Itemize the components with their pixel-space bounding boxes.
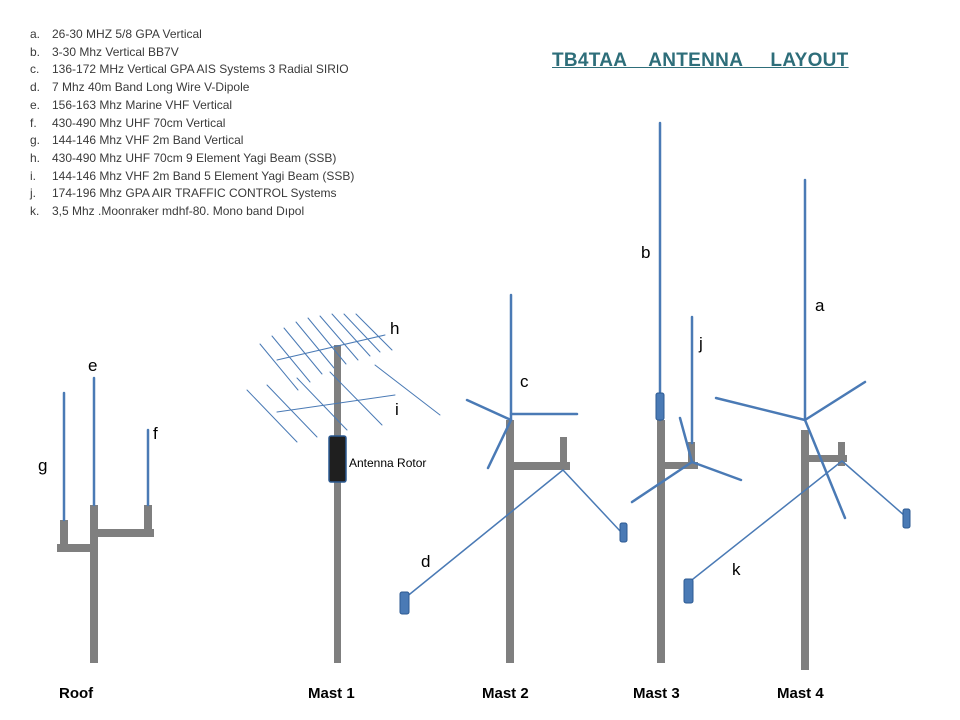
antenna-a-radial [805,420,845,518]
legend-text: 7 Mhz 40m Band Long Wire V-Dipole [52,80,250,95]
legend-text: 430-490 Mhz UHF 70cm Vertical [52,115,226,130]
mast-2-pole [506,420,514,663]
antenna-rotor [329,436,346,482]
label-c: c [520,372,529,391]
yagi-i [247,365,440,442]
antenna-j-radial [692,462,741,480]
antenna-k-wire [688,461,842,583]
label-f: f [153,424,158,443]
insulator-k-right [903,509,910,528]
mast-2-stub [560,437,567,465]
page-title: TB4TAA ANTENNA LAYOUT [552,50,849,71]
legend-text: 3,5 Mhz .Moonraker mdhf-80. Mono band Dıpol [52,204,305,219]
mast-label-3: Mast 3 [633,685,680,702]
roof-stub-g [60,520,68,548]
antenna-labels [38,243,825,579]
legend-key: a. [30,27,41,41]
legend-key: g. [30,133,41,148]
label-i: i [395,400,399,419]
legend-text: 3-30 Mhz Vertical BB7V [52,44,179,59]
rotor-label: Antenna Rotor [349,456,427,470]
antennas [64,123,905,598]
yagi-h [260,314,392,390]
antenna-d-wire [563,470,621,532]
legend-key: h. [30,150,41,165]
label-d: d [421,552,431,571]
mast-3-pole [657,420,665,663]
insulator-d-right [620,523,627,542]
legend-text: 144-146 Mhz VHF 2m Band 5 Element Yagi Beam (SSB) [52,168,355,183]
mast-labels [59,685,824,702]
legend-key: k. [30,204,40,219]
label-e: e [88,356,98,375]
mast-label-1: Mast 1 [308,685,355,702]
label-g: g [38,456,48,475]
mast-label-2: Mast 2 [482,685,529,702]
legend-text: 430-490 Mhz UHF 70cm 9 Element Yagi Beam (SSB) [52,150,337,165]
label-k: k [732,560,741,579]
legend-text: 144-146 Mhz VHF 2m Band Vertical [52,133,244,148]
legend-text: 26-30 MHZ 5/8 GPA Vertical [52,27,202,41]
legend-text: 136-172 MHz Vertical GPA AIS Systems 3 Radial SIRIO [52,62,349,77]
insulator-k-left [684,579,693,603]
label-a: a [815,296,825,315]
legend-key: i. [30,168,36,183]
mast-label-roof: Roof [59,685,94,702]
legend-key: c. [30,62,40,77]
legend-key: j. [30,186,36,201]
insulator-d-left [400,592,409,614]
antenna-a-radial [805,382,865,420]
antenna-a-radial [716,398,805,420]
label-j: j [699,334,703,353]
mast-4-pole [801,430,809,670]
insulators [400,393,910,614]
antenna-d-wire [405,470,563,598]
antenna-j-radial [680,418,692,462]
legend-key: e. [30,97,41,112]
legend-key: b. [30,44,41,59]
antenna-k-wire [842,461,905,516]
mast-1-pole [334,345,341,663]
mast-label-4: Mast 4 [777,685,824,702]
legend-key: d. [30,80,41,95]
masts [57,345,847,670]
roof-stub-f [144,505,152,535]
label-b: b [641,243,651,262]
legend-text: 174-196 Mhz GPA AIR TRAFFIC CONTROL Systems [52,186,337,201]
roof-mast [90,505,98,663]
legend-text: 156-163 Mhz Marine VHF Vertical [52,97,233,112]
label-h: h [390,319,400,338]
legend-key: f. [30,115,37,130]
antenna-c-radial [467,400,511,420]
insulator-b-base [656,393,664,420]
